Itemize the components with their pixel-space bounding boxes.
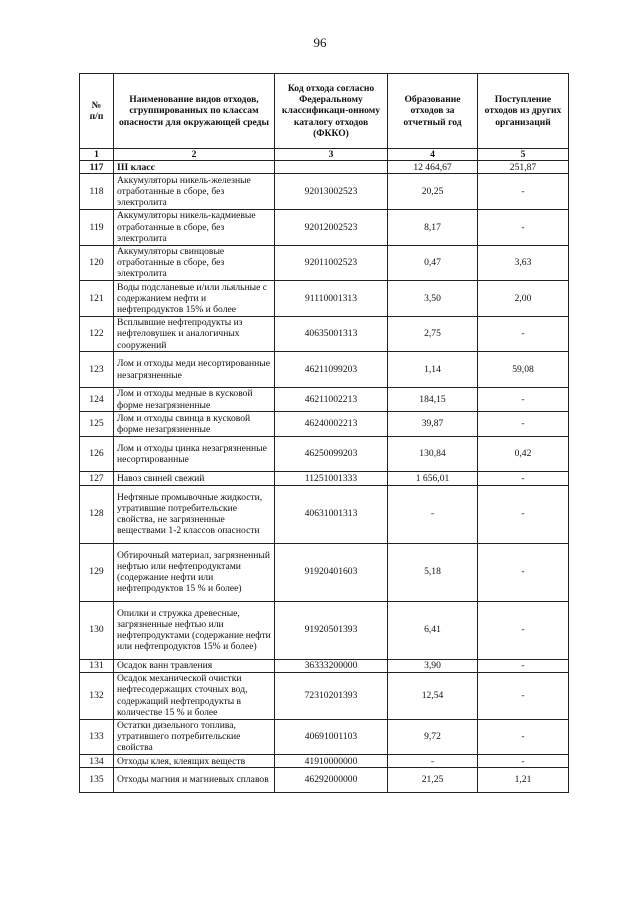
row-number-cell: 128 [80, 485, 114, 543]
fkko-code-cell: 11251001333 [275, 472, 388, 485]
formed-amount-cell: 3,90 [388, 659, 478, 672]
table-row [80, 281, 569, 317]
waste-name-cell: Аккумуляторы никель-кадмиевые отработанные в сборе, без электролита [114, 209, 275, 245]
table-row [80, 316, 569, 352]
fkko-code-cell: 46211002213 [275, 387, 388, 411]
waste-name-cell: III класс [114, 161, 275, 174]
waste-name-cell: Аккумуляторы свинцовые отработанные в сборе, без электролита [114, 245, 275, 281]
waste-name-cell: Опилки и стружка древесные, загрязненные нефтью или нефтепродуктами (содержание нефти или нефтепродуктов 15% и более) [114, 601, 275, 659]
waste-name-cell: Остатки дизельного топлива, утратившего потребительские свойства [114, 719, 275, 755]
received-amount-cell: - [478, 472, 569, 485]
waste-name-cell: Аккумуляторы никель-железные отработанные в сборе, без электролита [114, 174, 275, 210]
table-row [80, 485, 569, 543]
formed-amount-cell: 1,14 [388, 352, 478, 388]
header-row [80, 74, 569, 149]
formed-amount-cell: - [388, 485, 478, 543]
row-number-cell: 131 [80, 659, 114, 672]
formed-amount-cell: 130,84 [388, 436, 478, 472]
fkko-code-cell: 41910000000 [275, 755, 388, 768]
formed-amount-cell: 39,87 [388, 412, 478, 436]
waste-name-cell: Лом и отходы свинца в кусковой форме незагрязненные [114, 412, 275, 436]
header-received: Поступление отходов из других организаций [478, 74, 569, 149]
row-number-cell: 118 [80, 174, 114, 210]
row-number-cell: 125 [80, 412, 114, 436]
received-amount-cell: 1,21 [478, 768, 569, 792]
formed-amount-cell: 12 464,67 [388, 161, 478, 174]
formed-amount-cell: 20,25 [388, 174, 478, 210]
received-amount-cell: - [478, 719, 569, 755]
received-amount-cell: - [478, 543, 569, 601]
formed-amount-cell: 2,75 [388, 316, 478, 352]
row-number-cell: 130 [80, 601, 114, 659]
formed-amount-cell: 1 656,01 [388, 472, 478, 485]
fkko-code-cell: 72310201393 [275, 672, 388, 719]
received-amount-cell: 59,08 [478, 352, 569, 388]
formed-amount-cell: 184,15 [388, 387, 478, 411]
table-row [80, 543, 569, 601]
table-row [80, 161, 569, 174]
fkko-code-cell: 92012002523 [275, 209, 388, 245]
row-number-cell: 123 [80, 352, 114, 388]
waste-name-cell: Отходы клея, клеящих веществ [114, 755, 275, 768]
formed-amount-cell: 5,18 [388, 543, 478, 601]
received-amount-cell: 251,87 [478, 161, 569, 174]
fkko-code-cell: 46240002213 [275, 412, 388, 436]
row-number-cell: 132 [80, 672, 114, 719]
received-amount-cell: - [478, 209, 569, 245]
received-amount-cell: - [478, 659, 569, 672]
row-number-cell: 124 [80, 387, 114, 411]
received-amount-cell: - [478, 174, 569, 210]
table-row [80, 436, 569, 472]
fkko-code-cell: 40631001313 [275, 485, 388, 543]
table-row [80, 659, 569, 672]
table-row [80, 209, 569, 245]
header-formed: Образование отходов за отчетный год [388, 74, 478, 149]
received-amount-cell: - [478, 755, 569, 768]
table-body [80, 161, 569, 792]
table-row [80, 672, 569, 719]
received-amount-cell: 3,63 [478, 245, 569, 281]
formed-amount-cell: 21,25 [388, 768, 478, 792]
waste-table [79, 73, 569, 793]
received-amount-cell: - [478, 601, 569, 659]
fkko-code-cell: 92011002523 [275, 245, 388, 281]
header-code: Код отхода согласно Федеральному классификаци-онному каталогу отходов (ФККО) [275, 74, 388, 149]
waste-name-cell: Осадок ванн травления [114, 659, 275, 672]
waste-name-cell: Нефтяные промывочные жидкости, утратившие потребительские свойства, не загрязненные веществами 1-2 классов опасности [114, 485, 275, 543]
formed-amount-cell: 3,50 [388, 281, 478, 317]
received-amount-cell: 0,42 [478, 436, 569, 472]
formed-amount-cell: 8,17 [388, 209, 478, 245]
waste-name-cell: Лом и отходы медные в кусковой форме незагрязненные [114, 387, 275, 411]
fkko-code-cell: 40691001103 [275, 719, 388, 755]
column-number: 2 [114, 149, 275, 161]
formed-amount-cell: 0,47 [388, 245, 478, 281]
row-number-cell: 122 [80, 316, 114, 352]
table-row [80, 601, 569, 659]
waste-name-cell: Отходы магния и магниевых сплавов [114, 768, 275, 792]
row-number-cell: 121 [80, 281, 114, 317]
row-number-cell: 120 [80, 245, 114, 281]
fkko-code-cell: 46250099203 [275, 436, 388, 472]
row-number-cell: 134 [80, 755, 114, 768]
formed-amount-cell: 9,72 [388, 719, 478, 755]
formed-amount-cell: 6,41 [388, 601, 478, 659]
fkko-code-cell: 46292000000 [275, 768, 388, 792]
fkko-code-cell: 46211099203 [275, 352, 388, 388]
fkko-code-cell [275, 161, 388, 174]
row-number-cell: 127 [80, 472, 114, 485]
received-amount-cell: 2,00 [478, 281, 569, 317]
waste-name-cell: Лом и отходы цинка незагрязненные несортированные [114, 436, 275, 472]
row-number-cell: 117 [80, 161, 114, 174]
table-row [80, 768, 569, 792]
waste-name-cell: Навоз свиней свежий [114, 472, 275, 485]
header-num: № п/п [80, 74, 114, 149]
column-number: 5 [478, 149, 569, 161]
table-row [80, 412, 569, 436]
waste-name-cell: Воды подсланевые и/или льяльные с содержанием нефти и нефтепродуктов 15% и более [114, 281, 275, 317]
column-number-row [80, 149, 569, 161]
table-row [80, 755, 569, 768]
waste-name-cell: Всплывшие нефтепродукты из нефтеловушек и аналогичных сооружений [114, 316, 275, 352]
fkko-code-cell: 36333200000 [275, 659, 388, 672]
table-row [80, 174, 569, 210]
fkko-code-cell: 40635001313 [275, 316, 388, 352]
table-row [80, 719, 569, 755]
page-number: 96 [313, 35, 327, 50]
received-amount-cell: - [478, 412, 569, 436]
waste-name-cell: Осадок механической очистки нефтесодержащих сточных вод, содержащий нефтепродукты в количестве 15 % и более [114, 672, 275, 719]
column-number: 4 [388, 149, 478, 161]
header-name: Наименование видов отходов, сгруппированных по классам опасности для окружающей среды [114, 74, 275, 149]
received-amount-cell: - [478, 316, 569, 352]
fkko-code-cell: 92013002523 [275, 174, 388, 210]
table-row [80, 245, 569, 281]
received-amount-cell: - [478, 485, 569, 543]
waste-name-cell: Обтирочный материал, загрязненный нефтью или нефтепродуктами (содержание нефти или нефтепродуктов 15 % и более) [114, 543, 275, 601]
row-number-cell: 119 [80, 209, 114, 245]
fkko-code-cell: 91920401603 [275, 543, 388, 601]
row-number-cell: 126 [80, 436, 114, 472]
row-number-cell: 129 [80, 543, 114, 601]
column-number: 1 [80, 149, 114, 161]
fkko-code-cell: 91110001313 [275, 281, 388, 317]
waste-name-cell: Лом и отходы меди несортированные незагрязненные [114, 352, 275, 388]
fkko-code-cell: 91920501393 [275, 601, 388, 659]
row-number-cell: 133 [80, 719, 114, 755]
received-amount-cell: - [478, 387, 569, 411]
table-row [80, 387, 569, 411]
table-row [80, 352, 569, 388]
formed-amount-cell: 12,54 [388, 672, 478, 719]
row-number-cell: 135 [80, 768, 114, 792]
formed-amount-cell: - [388, 755, 478, 768]
column-number: 3 [275, 149, 388, 161]
table-row [80, 472, 569, 485]
received-amount-cell: - [478, 672, 569, 719]
